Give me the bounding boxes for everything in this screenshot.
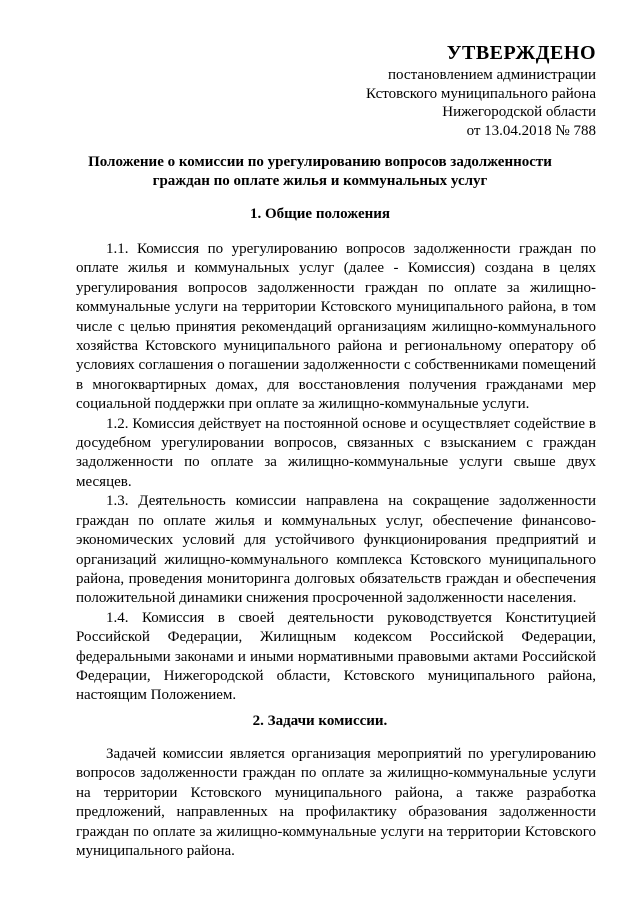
document-title bbox=[80, 153, 560, 191]
approval-block bbox=[366, 40, 596, 140]
document-title-line: Положение о комиссии по урегулированию вопросов задолженности bbox=[88, 154, 552, 170]
section-body-general bbox=[76, 240, 596, 706]
section-heading-general: 1. Общие положения bbox=[249, 206, 391, 222]
paragraph-1-3: 1.3. Деятельность комиссии направлена на сокращение задолженности граждан по оплате жилья и коммунальных услуг, обеспечение финансово-экономических условий для устойчивого функционирования предприятий и организаций жилищно-коммунального комплекса Кстовского муниципального района, проведения мониторинга долговых обязательств граждан и обеспечения положительной динамики снижения просроченной задолженности населения. bbox=[76, 493, 596, 607]
paragraph-1-4: 1.4. Комиссия в своей деятельности руководствуется Конституцией Российской Федерации, Жилищным кодексом Российской Федерации, федеральными законами и иными нормативными правовыми актами Российской Федерации, Нижегородской области, Кстовского муниципального района, настоящим Положением. bbox=[76, 609, 596, 704]
approval-heading: УТВЕРЖДЕНО bbox=[446, 42, 596, 64]
paragraph-2: Задачей комиссии является организация мероприятий по урегулированию вопросов задолженности граждан по оплате за жилищно-коммунальные услуги на территории Кстовского муниципального района, а также разработка предложений, направленных на профилактику образования задолженности граждан по оплате за жилищно-коммунальные услуги на территории Кстовского муниципального района. bbox=[76, 746, 596, 860]
approval-line-date: от 13.04.2018 № 788 bbox=[466, 122, 596, 139]
section-body-tasks bbox=[76, 745, 596, 861]
paragraph-1-1: 1.1. Комиссия по урегулированию вопросов задолженности граждан по оплате жилья и коммунальных услуг (далее - Комиссия) создана в целях урегулирования вопросов задолженности граждан по оплате за жилищно-коммунальные услуги на территории Кстовского муниципального района, в том числе с целью принятия рекомендаций организациям жилищно-коммунального хозяйства Кстовского муниципального района и региональному оператору об условиях соглашения о погашении задолженности с собственниками помещений в многоквартирных домах, для восстановления получения гражданами мер социальной поддержки при оплате за жилищно-коммунальные услуги. bbox=[76, 241, 596, 413]
section-heading-tasks: 2. Задачи комиссии. bbox=[252, 713, 388, 729]
approval-line-district: Кстовского муниципального района bbox=[365, 85, 596, 102]
paragraph-1-2: 1.2. Комиссия действует на постоянной основе и осуществляет содействие в досудебном урегулировании вопросов, связанных с взысканием с граждан задолженности по оплате за жилищно-коммунальные услуги свыше двух месяцев. bbox=[76, 415, 596, 490]
approval-line-decree: постановлением администрации bbox=[388, 67, 596, 83]
approval-line-region: Нижегородской области bbox=[442, 104, 596, 120]
document-title-line: граждан по оплате жилья и коммунальных услуг bbox=[152, 173, 488, 189]
